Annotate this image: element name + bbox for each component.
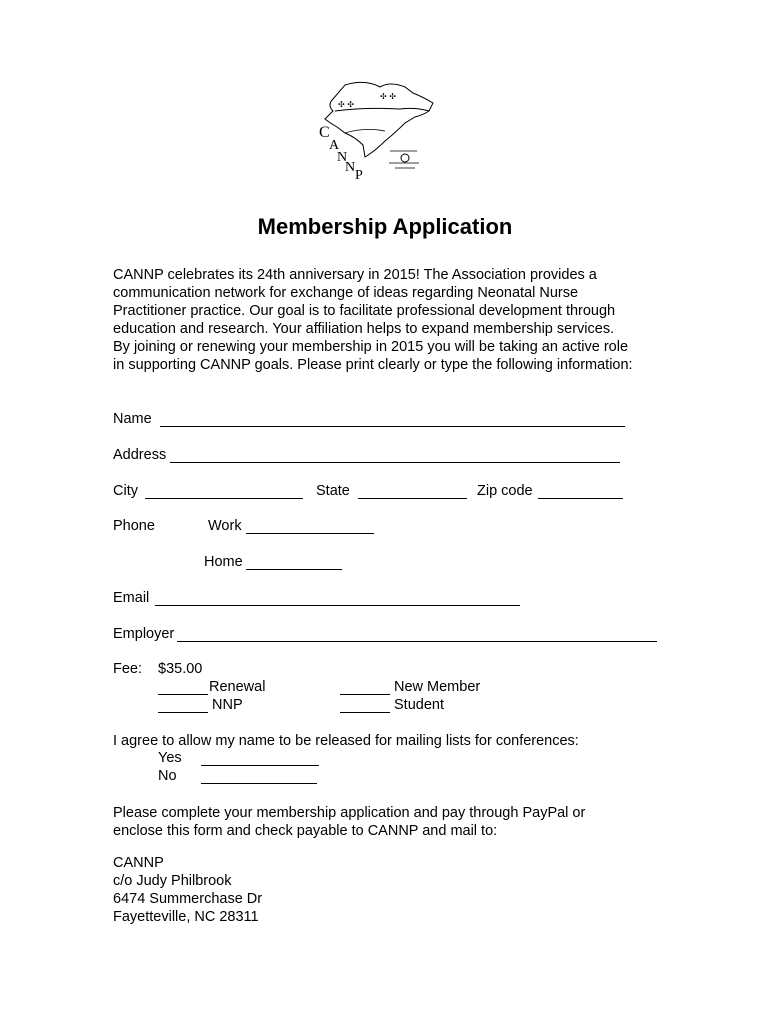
- nnp-field[interactable]: [158, 712, 208, 713]
- new-member-label: New Member: [394, 679, 481, 695]
- work-phone-label: Work: [208, 518, 242, 534]
- phone-label: Phone: [113, 518, 155, 534]
- yes-label: Yes: [158, 750, 182, 766]
- svg-text:N: N: [337, 150, 348, 165]
- fee-label: Fee:: [113, 661, 143, 677]
- page-title: Membership Application: [257, 214, 513, 239]
- email-label: Email: [113, 590, 150, 606]
- renewal-field[interactable]: [158, 694, 208, 695]
- intro-line: Practitioner practice. Our goal is to facilitate professional development through: [113, 303, 616, 319]
- name-field[interactable]: [160, 426, 625, 427]
- intro-line: CANNP celebrates its 24th anniversary in 2015! The Association provides a: [113, 267, 597, 283]
- svg-text:P: P: [355, 168, 363, 180]
- yes-field[interactable]: [201, 765, 319, 766]
- cannp-logo: [305, 75, 445, 180]
- svg-text:✣ ✣: ✣ ✣: [380, 92, 396, 101]
- work-phone-field[interactable]: [246, 533, 374, 534]
- address-label: Address: [113, 447, 167, 463]
- mail-address-line: 6474 Summerchase Dr: [113, 891, 263, 907]
- home-phone-field[interactable]: [246, 569, 342, 570]
- state-field[interactable]: [358, 498, 467, 499]
- instructions-line: enclose this form and check payable to CANNP and mail to:: [113, 823, 498, 839]
- no-label: No: [158, 768, 177, 784]
- intro-line: communication network for exchange of ideas regarding Neonatal Nurse: [113, 285, 579, 301]
- instructions-line: Please complete your membership application and pay through PayPal or: [113, 805, 586, 821]
- zip-field[interactable]: [538, 498, 623, 499]
- employer-field[interactable]: [177, 641, 657, 642]
- state-label: State: [316, 483, 350, 499]
- city-label: City: [113, 483, 138, 499]
- name-label: Name: [113, 411, 152, 427]
- intro-line: By joining or renewing your membership in 2015 you will be taking an active role: [113, 339, 629, 355]
- student-label: Student: [394, 697, 444, 713]
- intro-line: education and research. Your affiliation helps to expand membership services.: [113, 321, 615, 337]
- city-field[interactable]: [145, 498, 303, 499]
- mailing-question: I agree to allow my name to be released for mailing lists for conferences:: [113, 733, 579, 749]
- mail-address-line: CANNP: [113, 855, 164, 871]
- fee-amount: $35.00: [158, 661, 203, 677]
- address-field[interactable]: [170, 462, 620, 463]
- new-member-field[interactable]: [340, 694, 390, 695]
- svg-text:✣ ✣: ✣ ✣: [338, 100, 354, 109]
- svg-text:N: N: [345, 160, 356, 175]
- mail-address-line: c/o Judy Philbrook: [113, 873, 232, 889]
- home-phone-label: Home: [204, 554, 243, 570]
- mail-address-line: Fayetteville, NC 28311: [113, 909, 259, 925]
- no-field[interactable]: [201, 783, 317, 784]
- renewal-label: Renewal: [209, 679, 266, 695]
- intro-paragraph: [113, 266, 673, 374]
- intro-line: in supporting CANNP goals. Please print clearly or type the following information:: [113, 357, 633, 373]
- svg-text:A: A: [329, 138, 340, 153]
- employer-label: Employer: [113, 626, 175, 642]
- zip-label: Zip code: [477, 483, 533, 499]
- svg-text:C: C: [319, 124, 330, 141]
- email-field[interactable]: [155, 605, 520, 606]
- nnp-label: NNP: [212, 697, 243, 713]
- student-field[interactable]: [340, 712, 390, 713]
